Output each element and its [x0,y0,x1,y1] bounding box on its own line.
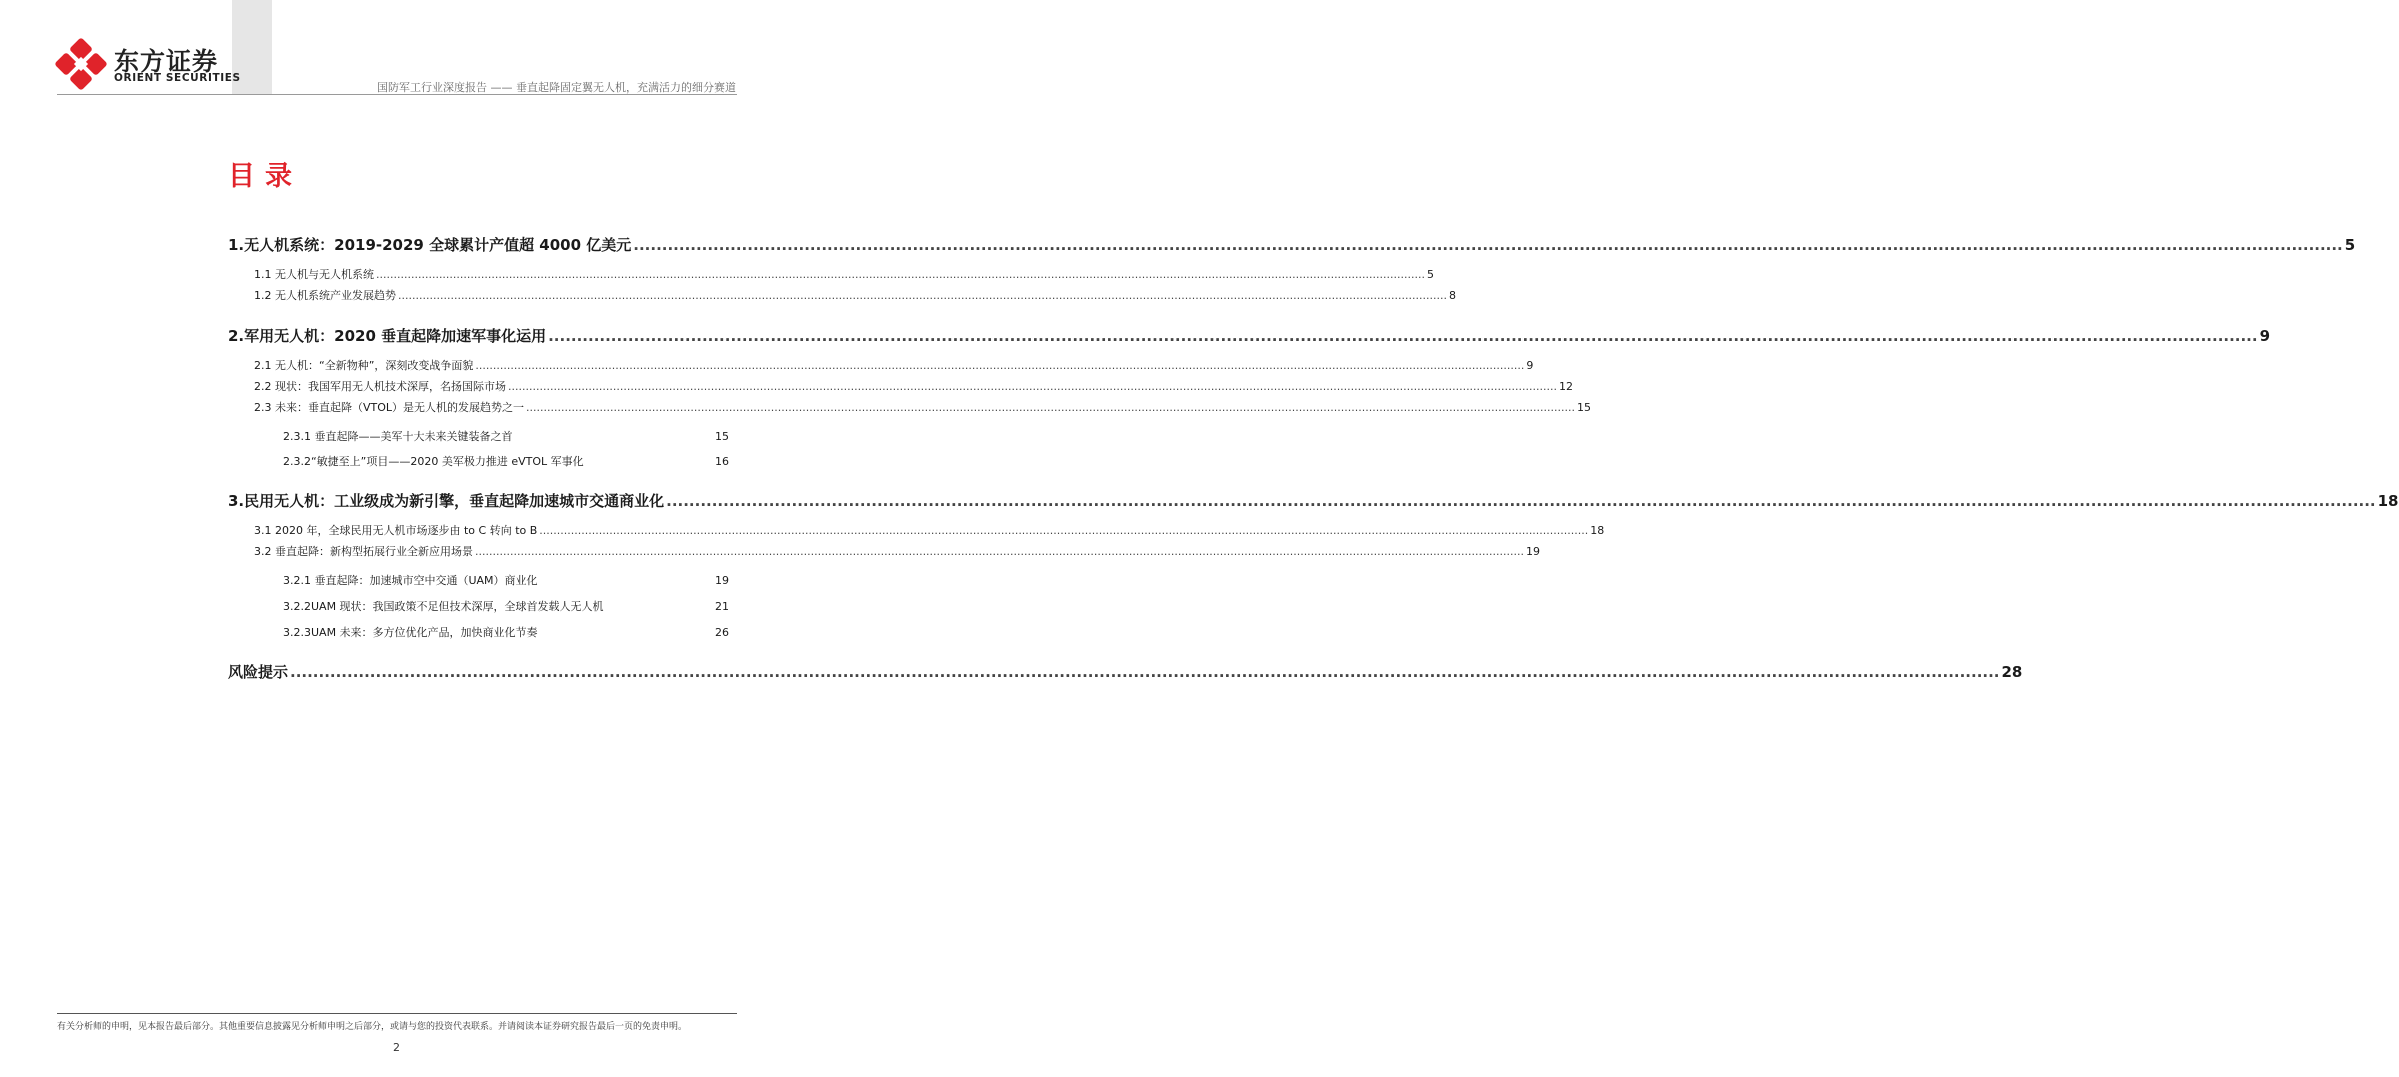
toc-entry[interactable] [283,598,729,614]
toc-leader-dots: ............................................................................................................................................................................................................................................................................................................ [666,492,2376,510]
toc-entry[interactable] [254,543,1540,559]
toc-leader-dots: ............................................................................................................................................................................................................................................................................................................ [539,524,1589,537]
toc-entry[interactable] [254,357,1534,373]
toc-entry-page: 8 [1448,289,1456,302]
toc-entry-label: 3.2.2UAM 现状：我国政策不足但技术深厚，全球首发载人无人机 [283,600,604,613]
toc-entry-label: 2.1 无人机：“全新物种”，深刻改变战争面貌 [254,359,474,372]
toc-leader-dots: ............................................................................................................................................................................................................................................................................................................ [290,663,2000,681]
toc-leader-dots: ............................................................................................................................................................................................................................................................................................................ [475,545,1524,558]
toc-leader-dots: ............................................................................................................................................................................................................................................................................................................ [398,289,1447,302]
toc-entry-page: 15 [715,430,729,443]
toc-leader-dots: ............................................................................................................................................................................................................................................................................................................ [548,327,2258,345]
toc-entry-label: 1.1 无人机与无人机系统 [254,268,374,281]
toc-entry-label: 2.军用无人机：2020 垂直起降加速军事化运用 [228,327,547,345]
toc-entry[interactable] [283,428,729,444]
toc-entry[interactable] [228,325,2271,346]
toc-entry[interactable] [254,399,1592,415]
toc-entry-label: 3.2 垂直起降：新构型拓展行业全新应用场景 [254,545,473,558]
toc-entry-page: 19 [715,574,729,587]
toc-entry-label: 3.2.1 垂直起降：加速城市空中交通（UAM）商业化 [283,574,538,587]
toc-entry-label: 2.3.1 垂直起降——美军十大未来关键装备之首 [283,430,513,443]
toc-entry-page: 5 [2344,236,2356,254]
toc-entry[interactable] [254,266,1434,282]
logo-mark-icon [57,40,105,88]
toc-entry[interactable] [254,522,1605,538]
toc-entry-page: 16 [715,455,729,468]
footer-disclaimer: 有关分析师的申明，见本报告最后部分。其他重要信息披露见分析师申明之后部分，或请与您的投资代表联系。并请阅读本证券研究报告最后一页的免责申明。 [57,1022,688,1032]
toc-entry-page: 9 [2259,327,2271,345]
toc-entry-page: 5 [1426,268,1434,281]
toc-entry-label: 风险提示 [228,663,289,681]
brand-name-cn: 东方证券 [114,47,219,76]
footer-divider [57,1013,737,1014]
toc-entry-label: 3.2.3UAM 未来：多方位优化产品，加快商业化节奏 [283,626,538,639]
toc-entry-page: 18 [2377,492,2399,510]
toc-entry-label: 1.2 无人机系统产业发展趋势 [254,289,396,302]
brand-name-en: ORIENT SECURITIES [114,72,241,84]
toc-entry-page: 9 [1526,359,1534,372]
toc-entry-page: 26 [715,626,729,639]
toc-entry-page: 28 [2001,663,2023,681]
toc-entry[interactable] [228,234,2356,255]
toc-entry[interactable] [254,378,1573,394]
toc-entry[interactable] [283,453,729,469]
toc-entry-label: 2.3 未来：垂直起降（VTOL）是无人机的发展趋势之一 [254,401,525,414]
page-number: 2 [393,1041,400,1054]
orient-securities-logo [57,40,241,90]
toc-leader-dots: ............................................................................................................................................................................................................................................................................................................ [376,268,1425,281]
toc-entry[interactable] [254,287,1456,303]
report-title: 国防军工行业深度报告 —— 垂直起降固定翼无人机，充满活力的细分赛道 [377,81,736,94]
toc-leader-dots: ............................................................................................................................................................................................................................................................................................................ [526,401,1576,414]
toc-entry-page: 12 [1558,380,1573,393]
toc-title: 目录 [228,161,302,192]
toc-entry-page: 21 [715,600,729,613]
toc-leader-dots: ............................................................................................................................................................................................................................................................................................................ [475,359,1525,372]
toc-entry-label: 3.1 2020 年，全球民用无人机市场逐步由 to C 转向 to B [254,524,538,537]
toc-entry[interactable] [228,490,2399,511]
toc-leader-dots: ............................................................................................................................................................................................................................................................................................................ [508,380,1557,393]
toc-entry-label: 3.民用无人机：工业级成为新引擎，垂直起降加速城市交通商业化 [228,492,665,510]
header-divider [57,94,737,95]
toc-entry[interactable] [228,661,2023,682]
toc-entry[interactable] [283,572,729,588]
toc-entry-label: 2.2 现状：我国军用无人机技术深厚，名扬国际市场 [254,380,506,393]
toc-entry-label: 1.无人机系统：2019-2029 全球累计产值超 4000 亿美元 [228,236,632,254]
toc-entry[interactable] [283,624,729,640]
toc-leader-dots: ............................................................................................................................................................................................................................................................................................................ [633,236,2343,254]
toc-entry-label: 2.3.2“敏捷至上”项目——2020 美军极力推进 eVTOL 军事化 [283,455,584,468]
toc-entry-page: 15 [1577,401,1592,414]
toc-entry-page: 19 [1525,545,1540,558]
toc-entry-page: 18 [1590,524,1605,537]
